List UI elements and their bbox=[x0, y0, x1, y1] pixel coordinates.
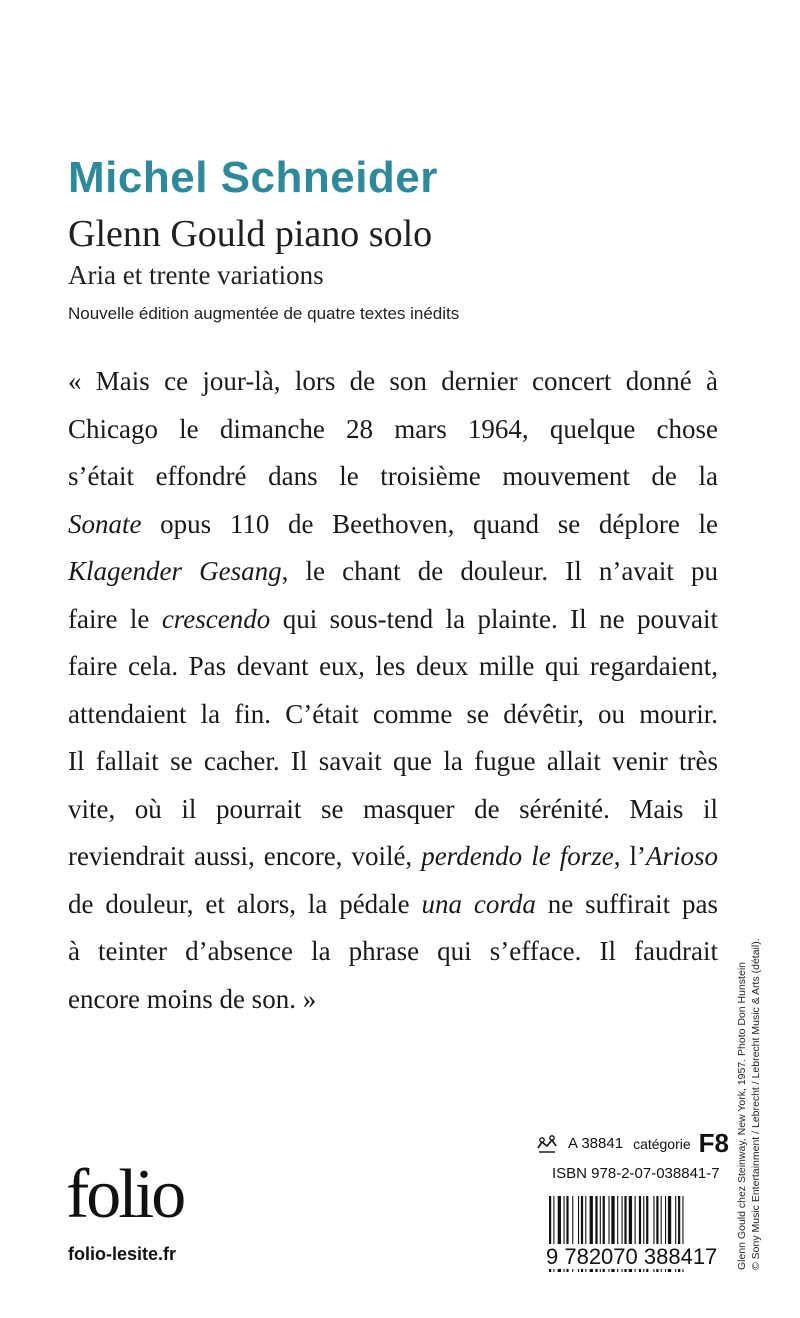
catalog-code-row bbox=[536, 1128, 729, 1159]
price-code: F8 bbox=[698, 1128, 729, 1158]
folio-logo: folio bbox=[66, 1156, 184, 1233]
gallimard-seal-icon bbox=[536, 1134, 558, 1154]
isbn: ISBN 978-2-07-038841-7 bbox=[552, 1165, 720, 1182]
quote-line: attendaient la fin. C’était comme se dévêtir, ou mourir. bbox=[68, 698, 718, 729]
quote-line: s’était effondré dans le troisième mouvement de la bbox=[68, 461, 718, 491]
category-label: catégorie bbox=[633, 1135, 691, 1152]
back-cover-quote bbox=[68, 358, 718, 1023]
barcode-digits: 9 782070 388417 bbox=[546, 1244, 718, 1269]
quote-line: reviendrait aussi, encore, voilé, perdendo le forze, l’Arioso bbox=[68, 841, 718, 871]
catalog-number: A 38841 bbox=[568, 1135, 624, 1152]
quote-line: faire le crescendo qui sous-tend la plainte. Il ne pouvait bbox=[68, 603, 718, 634]
edition-note: Nouvelle édition augmentée de quatre textes inédits bbox=[68, 304, 460, 323]
quote-line: Sonate opus 110 de Beethoven, quand se déplore le bbox=[68, 508, 718, 539]
author-name: Michel Schneider bbox=[68, 153, 438, 202]
publisher-website: folio-lesite.fr bbox=[68, 1244, 177, 1264]
quote-line: Il fallait se cacher. Il savait que la fugue allait venir très bbox=[68, 746, 718, 776]
photo-credit bbox=[735, 938, 763, 1270]
quote-line: à teinter d’absence la phrase qui s’efface. Il faudrait bbox=[68, 936, 718, 966]
quote-line: encore moins de son. » bbox=[68, 983, 317, 1014]
photo-credit-line: Glenn Gould chez Steinway, New York, 1957. Photo Don Hunstein bbox=[736, 962, 748, 1270]
quote-line: « Mais ce jour-là, lors de son dernier concert donné à bbox=[68, 366, 718, 396]
photo-credit-line: © Sony Music Entertainment / Lebrecht / Lebrecht Music & Arts (détail). bbox=[750, 938, 762, 1270]
quote-line: de douleur, et alors, la pédale una corda ne suffirait pas bbox=[68, 888, 718, 919]
quote-line: vite, où il pourrait se masquer de sérénité. Mais il bbox=[68, 793, 718, 824]
book-subtitle: Aria et trente variations bbox=[68, 260, 324, 290]
book-title: Glenn Gould piano solo bbox=[68, 213, 433, 255]
quote-line: Chicago le dimanche 28 mars 1964, quelque chose bbox=[68, 413, 718, 444]
quote-line: Klagender Gesang, le chant de douleur. Il n’avait pu bbox=[68, 556, 718, 586]
quote-line: faire cela. Pas devant eux, les deux mille qui regardaient, bbox=[68, 651, 718, 681]
